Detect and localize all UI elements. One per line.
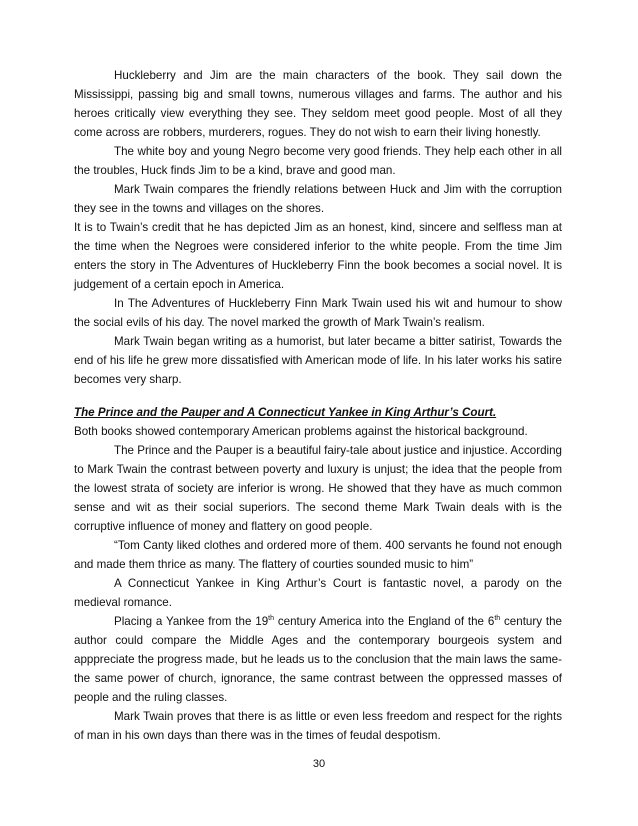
text-run: century the author could compare the Middle Ages and the contemporary bourgeois system and apppreciate the progress made, but he leads us to the conclusion that the main laws the same-the same power of church, ignorance, the same contrast between the oppressed masses of people and the ruling classes. (74, 615, 562, 704)
paragraph: The Prince and the Pauper is a beautiful fairy-tale about justice and injustice. According to Mark Twain the contrast between poverty and luxury is unjust; the idea that the people from the lowest strata of society are inferior is wrong. He showed that they have as much common sense and wit as their social superiors. The second theme Mark Twain deals with is the corruptive influence of money and flattery on good people. (74, 444, 562, 533)
paragraph: Mark Twain proves that there is as little or even less freedom and respect for the rights of man in his own days than there was in the times of feudal despotism. (74, 710, 562, 742)
paragraph: Mark Twain began writing as a humorist, but later became a bitter satirist, Towards the end of his life he grew more dissatisfied with American mode of life. In his later works his satire becomes very sharp. (74, 335, 562, 386)
paragraphs-bottom (74, 422, 562, 745)
document-page (74, 66, 562, 745)
paragraph: Huckleberry and Jim are the main characters of the book. They sail down the Mississippi, passing big and small towns, numerous villages and farms. The author and his heroes critically view everything they see. They seldom meet good people. Most of all they come across are robbers, murderers, rogues. They do not wish to earn their living honestly. (74, 69, 562, 139)
paragraph: A Connecticut Yankee in King Arthur’s Court is fantastic novel, a parody on the medieval romance. (74, 577, 562, 609)
paragraph: The white boy and young Negro become very good friends. They help each other in all the troubles, Huck finds Jim to be a kind, brave and good man. (74, 145, 562, 177)
superscript: th (494, 615, 501, 623)
text-run: Placing a Yankee from the 19 (114, 615, 269, 628)
section-heading: The Prince and the Pauper and A Connecticut Yankee in King Arthur’s Court. (74, 406, 497, 419)
paragraphs-top (74, 66, 562, 389)
paragraph: It is to Twain’s credit that he has depicted Jim as an honest, kind, sincere and selfless man at the time when the Negroes were considered inferior to the white people. From the time Jim enters the story in The Adventures of Huckleberry Finn the book becomes a social novel. It is judgement of a certain epoch in America. (74, 221, 562, 291)
text-run: century America into the England of the 6 (274, 615, 495, 628)
paragraph: Mark Twain compares the friendly relations between Huck and Jim with the corruption they see in the towns and villages on the shores. (74, 183, 562, 215)
paragraph-placing-yankee (74, 612, 562, 707)
paragraph: Both books showed contemporary American problems against the historical background. (74, 425, 528, 438)
page-number: 30 (312, 758, 326, 770)
superscript: th (268, 615, 275, 623)
quote-paragraph: “Tom Canty liked clothes and ordered more of them. 400 servants he found not enough and made them thrice as many. The flattery of courties sounded music to him” (74, 539, 562, 571)
paragraph: In The Adventures of Huckleberry Finn Mark Twain used his wit and humour to show the social evils of his day. The novel marked the growth of Mark Twain’s realism. (74, 297, 562, 329)
